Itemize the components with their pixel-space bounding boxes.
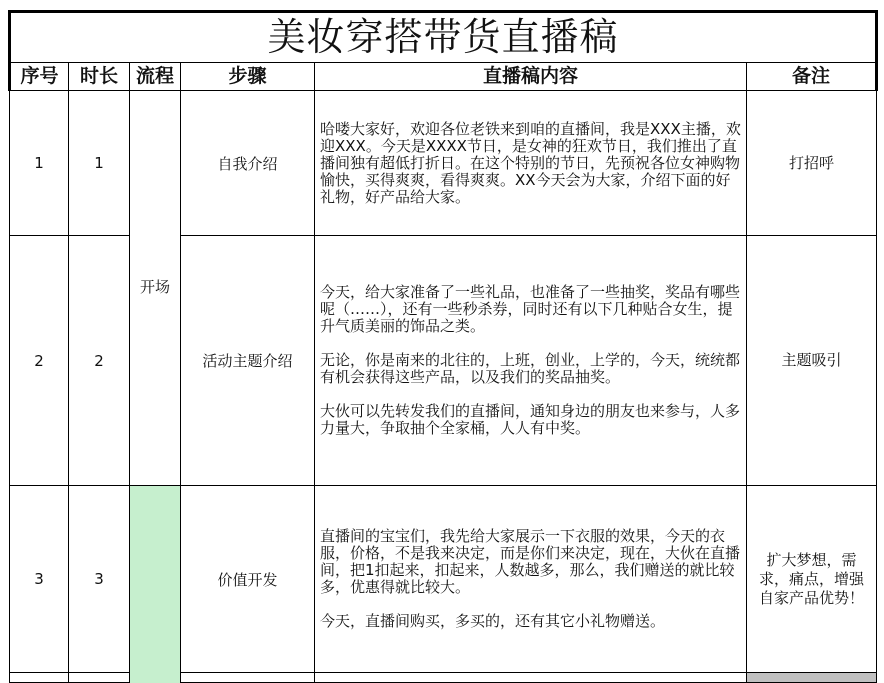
script-table	[8, 10, 878, 683]
content-paragraph: 今天，直播间购买，多买的，还有其它小礼物赠送。	[320, 612, 666, 630]
cell-duration[interactable]: 3	[69, 486, 130, 673]
cell-step[interactable]: 活动主题介绍	[181, 236, 315, 486]
table-row-partial	[10, 673, 877, 683]
cell-empty[interactable]	[10, 673, 69, 683]
header-content[interactable]: 直播稿内容	[315, 63, 747, 91]
header-duration[interactable]: 时长	[69, 63, 130, 91]
cell-empty[interactable]	[69, 673, 130, 683]
header-note[interactable]: 备注	[747, 63, 877, 91]
cell-index[interactable]: 3	[10, 486, 69, 673]
cell-step[interactable]: 自我介绍	[181, 91, 315, 236]
cell-index[interactable]: 2	[10, 236, 69, 486]
cell-index[interactable]: 1	[10, 91, 69, 236]
cell-note[interactable]: 主题吸引	[747, 236, 877, 486]
content-paragraph: 今天，给大家准备了一些礼品，也准备了一些抽奖，奖品有哪些呢（……），还有一些秒杀券，同时还有以下几种贴合女生，提升气质美丽的饰品之类。	[320, 283, 741, 335]
content-paragraph: 哈喽大家好，欢迎各位老铁来到咱的直播间，我是XXX主播，欢迎XXX。今天是XXXX节日，是女神的狂欢节日，我们推出了直播间独有超低打折日。在这个特别的节日，先预祝各位女神购物愉快，买得爽爽，看得爽爽。XX今天会为大家，介绍下面的好礼物，好产品给大家。	[320, 119, 741, 206]
sheet-title[interactable]: 美妆穿搭带货直播稿	[10, 12, 877, 63]
content-paragraph: 直播间的宝宝们，我先给大家展示一下衣服的效果，今天的衣服，价格，不是我来决定，而是你们来决定，现在，大伙在直播间，把1扣起来，扣起来，人数越多，那么，我们赠送的就比较多，优惠得就比较大。	[320, 527, 741, 596]
cell-content[interactable]	[315, 91, 747, 236]
header-row	[10, 63, 877, 91]
header-flow[interactable]: 流程	[130, 63, 181, 91]
cell-content[interactable]	[315, 486, 747, 673]
cell-empty[interactable]	[315, 673, 747, 683]
header-step[interactable]: 步骤	[181, 63, 315, 91]
cell-duration[interactable]: 1	[69, 91, 130, 236]
content-paragraph: 大伙可以先转发我们的直播间，通知身边的朋友也来参与，人多力量大，争取抽个全家桶，人人有中奖。	[320, 402, 741, 437]
cell-note[interactable]: 扩大梦想，需求，痛点，增强自家产品优势！	[747, 486, 877, 673]
cell-empty[interactable]	[181, 673, 315, 683]
cell-step[interactable]: 价值开发	[181, 486, 315, 673]
cell-duration[interactable]: 2	[69, 236, 130, 486]
table-row	[10, 91, 877, 236]
header-index[interactable]: 序号	[10, 63, 69, 91]
cell-flow-highlighted[interactable]	[130, 486, 181, 673]
cell-content[interactable]	[315, 236, 747, 486]
content-paragraph: 无论，你是南来的北往的，上班，创业，上学的，今天，统统都有机会获得这些产品，以及我们的奖品抽奖。	[320, 351, 741, 386]
spreadsheet	[8, 10, 878, 683]
cell-note-shaded[interactable]	[747, 673, 877, 683]
cell-flow[interactable]: 开场	[130, 91, 181, 486]
cell-note[interactable]: 打招呼	[747, 91, 877, 236]
table-row	[10, 486, 877, 673]
cell-flow-highlighted[interactable]	[130, 673, 181, 683]
